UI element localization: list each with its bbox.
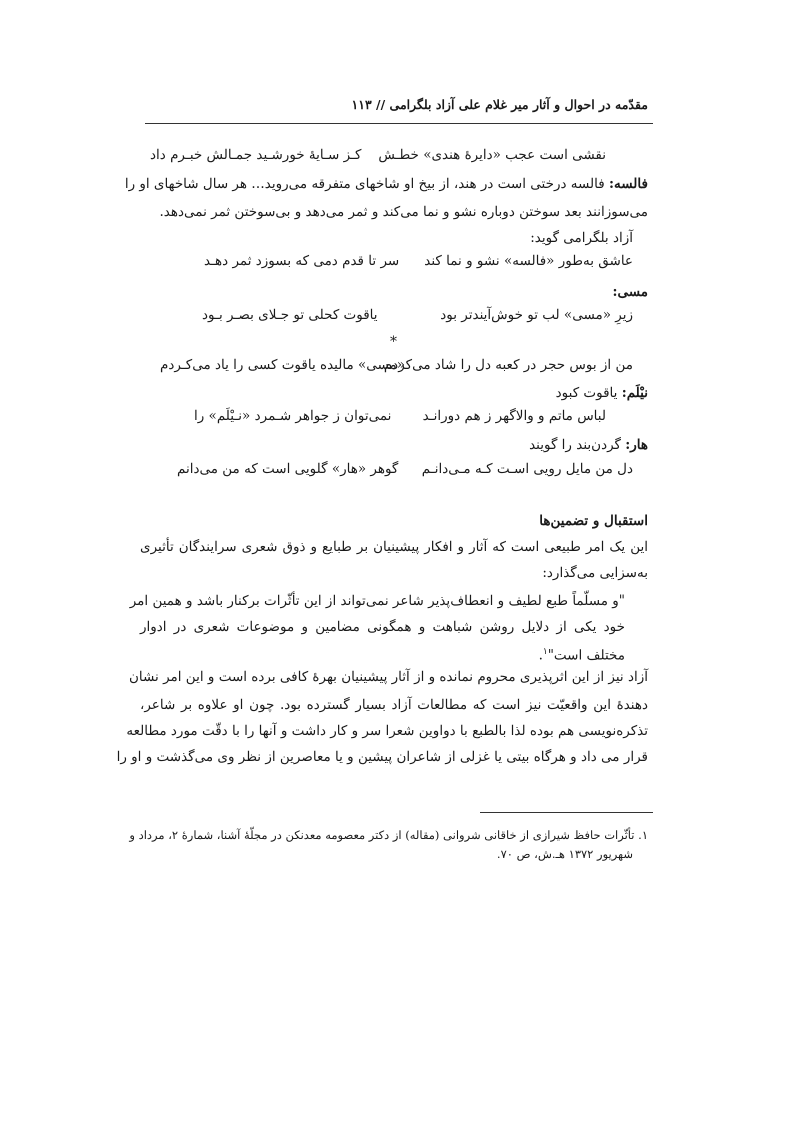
body-text: به‌سزایی می‌گذارد: <box>542 565 648 581</box>
verse-couplet <box>140 307 648 327</box>
footnote-marker: ۱ <box>542 647 548 657</box>
entry-nilam <box>140 383 648 403</box>
entry-masi <box>140 282 648 302</box>
entry-term: هار: <box>625 437 648 453</box>
entry-term: فالسه: <box>609 176 648 192</box>
verse-couplet <box>140 357 648 377</box>
entry-term: نیْلَم: <box>621 385 648 401</box>
verse-hemistich-second: سر تا قدم دمی که بسوزد ثمر دهـد <box>204 253 400 269</box>
verse-hemistich-first: زیرِ «مسی» لب تو خوش‌آیندتر بود <box>440 307 633 323</box>
entry-term: مسی: <box>612 284 648 300</box>
verse-hemistich-first: نقشی است عجب «دایرهٔ هندی» خطـش <box>378 147 606 163</box>
header-rule <box>145 123 653 124</box>
body-text: قرار می داد و هرگاه بیتی یا غزلی از شاعران پیشین و یا معاصرین از نظر وی می‌گذشت و او را <box>116 749 648 765</box>
entry-text: گردن‌بند را گویند <box>529 437 626 453</box>
body-text: دهندهٔ این واقعیّت نیز است که مطالعات آزاد بسیار گسترده بود. چون او علاوه بر شاعر، <box>140 697 648 713</box>
footnote-continued: شهریور ۱۳۷۲ هـ.ش، ص ۷۰. <box>496 847 633 861</box>
entry-false <box>124 174 648 194</box>
verse-hemistich-first: دل من مایل رویی اسـت کـه مـی‌دانـم <box>421 461 633 477</box>
verse-hemistich-first: من از بوس حجر در کعبه دل را شاد می‌کردم <box>383 357 633 373</box>
body-text: آزاد نیز از این اثرپذیری محروم نمانده و از آثار پیشینیان بهرهٔ کافی برده است و این امر نشان <box>128 669 648 685</box>
running-head-title: مقدّمه در احوال و آثار میر غلام علی آزاد بلگرامی <box>389 97 648 112</box>
verse-couplet <box>140 461 648 481</box>
block-quote: خود یکی از دلایل روشن شباهت و همگونی مضامین و موضوعات شعری در ادوار <box>140 619 625 635</box>
block-quote: "و مسلّماً طبع لطیف و انعطاف‌پذیر شاعر نمی‌تواند از این تأثّرات برکنار باشد و همین امر <box>129 593 625 609</box>
azad-says: آزاد بلگرامی گوید: <box>530 230 633 246</box>
page-number: ۱۱۳ <box>351 97 372 112</box>
separator-asterisk: * <box>390 334 397 350</box>
verse-hemistich-second: کـز سـایهٔ خورشـید جمـالش خبـرم داد <box>150 147 362 163</box>
quote-text: مختلف است" <box>547 647 625 664</box>
footnote: ۱. تأثّرات حافظ شیرازی از خاقانی شروانی (مقاله) از دکتر معصومه معدنکن در مجلّهٔ آشنا، شمارهٔ ۲، مرداد و <box>129 828 648 842</box>
block-quote-end <box>140 642 625 666</box>
running-head <box>140 97 648 112</box>
verse-hemistich-second: «مسی» مالیده یاقوت کسی را یاد می‌کـردم <box>160 357 406 373</box>
verse-couplet <box>140 253 648 273</box>
verse-hemistich-second: گوهر «هار» گلویی است که من می‌دانم <box>177 461 399 477</box>
section-heading: استقبال و تضمین‌ها <box>539 513 648 529</box>
body-text: این یک امر طبیعی است که آثار و افکار پیشینیان بر طبایع و ذوق شعری سرایندگان تأثیری <box>140 539 648 555</box>
verse-hemistich-first: عاشق به‌طور «فالسه» نشو و نما کند <box>424 253 633 269</box>
body-text: تذکره‌نویسی هم بوده لذا بالطبع با دواوین شعرا سر و کار داشت و آنها را با دقّت مورد مطالعه <box>126 723 648 739</box>
verse-hemistich-first: لباس ماتم و والاگهر ز هم دورانـد <box>422 408 606 424</box>
verse-couplet <box>140 408 648 428</box>
verse-hemistich-second: یاقوت کحلی تو جـلای بصـر بـود <box>202 307 378 323</box>
footnote-rule <box>480 812 653 813</box>
entry-text: یاقوت کبود <box>555 385 622 401</box>
entry-text: فالسه درختی است در هند، از بیخ او شاخهای متفرقه می‌روید… هر سال شاخهای او را <box>124 176 610 192</box>
verse-hemistich-second: نمی‌توان ز جواهر شـمرد «نـیْلَم» را <box>194 408 392 424</box>
entry-har <box>140 435 648 455</box>
running-head-separator: // <box>371 97 390 112</box>
entry-false-continued: می‌سوزانند بعد سوختن دوباره نشو و نما می‌کند و ثمر می‌دهد و بی‌سوختن ثمر نمی‌دهد. <box>159 204 648 220</box>
quote-period: . <box>538 647 543 664</box>
verse-couplet <box>140 147 648 167</box>
